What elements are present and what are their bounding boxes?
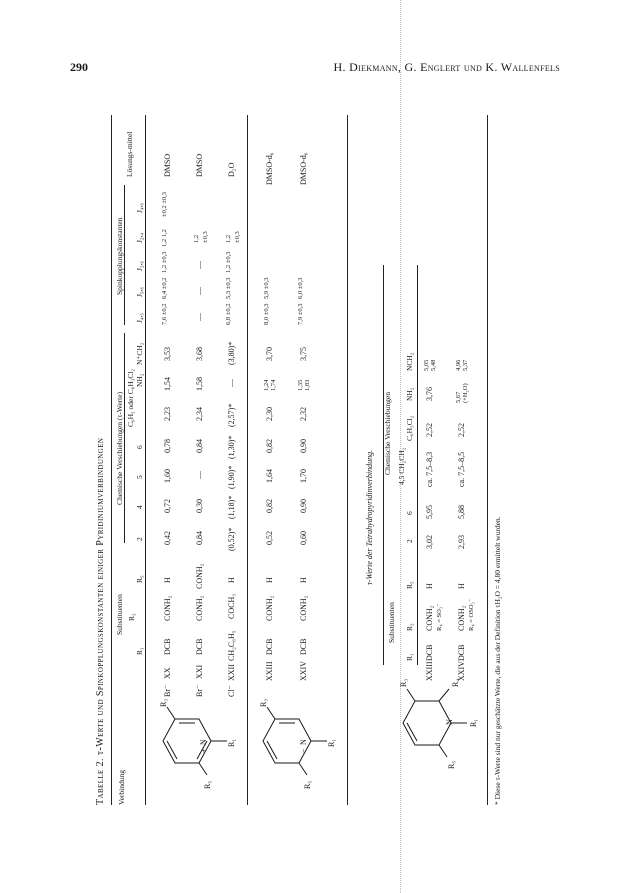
- sub-col-r3: R₃: [405, 623, 414, 631]
- rule-group1: [247, 115, 248, 805]
- struct2-r1-label: R₁: [327, 738, 336, 747]
- rule-group2: [347, 115, 348, 805]
- col-p5: 5: [135, 475, 144, 479]
- col-p6: 6: [135, 445, 144, 449]
- rule-bottom: [487, 115, 488, 805]
- struct-plus: +: [199, 748, 208, 753]
- struct2-r5-label: R₅: [303, 780, 312, 789]
- col-spin: Spinkopplungskonstanten: [115, 217, 124, 295]
- struct-r3-label: R₃: [159, 698, 168, 707]
- page-header: [70, 60, 560, 80]
- tetra-r4-label: R₄: [451, 678, 460, 687]
- anion-1: Br⁻: [163, 684, 172, 697]
- sub-col-ch2: 4,5 CH₂CH₂: [397, 447, 406, 485]
- rule-top: [111, 115, 112, 805]
- col-chem-shift: Chemische Verschiebungen (τ-Werte): [115, 391, 124, 505]
- col-j26: J₂,₆: [135, 260, 144, 271]
- col-j46: J₄,₆: [135, 202, 144, 213]
- col-p2: 2: [135, 537, 144, 541]
- sub-col-substituenten: Substituenten: [387, 602, 396, 643]
- col-r5: R₅: [135, 575, 144, 583]
- col-j45: J₄,₅: [135, 312, 144, 323]
- col-nh2: NH₂: [135, 373, 144, 387]
- tetra-r1-label: R₁: [469, 718, 478, 727]
- rotated-table: Tabelle 2. τ-Werte und Spinkopplungskonstanten einiger Pyridiniumverbindungen Verbindung Substituenten R₁ R₃ R₅ Chemische Verschiebungen (τ-Werte) 2 4 5 6 C₆H₅ oder C₆H₃Cl₂ NH₂ N⁺CH₂ Spinkopplungskonstanten J₄,₅ J₅,₆ J₂,₆ J₂,₄ J₄,₆ Lösungs-mittel R₃ R₅ R₁ + N Br⁻ Br⁻ Cl⁻ XX DCB CONH₂ H 0,42 0,72 1,60 0,78 2,23 1,54 3,53 7,6 ±0,2 6,4 ±0,2 1,2 ±0,3 1,2 1,2 ±0,2 ±0,3 DMSO XXI DCB CONH₂ CONH₂ 0,84 0,30 — 0,84 2,34 1,58 3,68 — — — 1,2 ±0,3 DMSO XXII CH₂C₆H₅ COCH₃ H (0,52)* (1,18)* (1,90)* (1,30)* (2,57)* — (3,80)* 6,8 ±0,2 5,3 ±0,3 1,2 ±0,3 1,2 ±0,3 D₂O R₃ R₅ R₁ − N XXIII DCB CONH₂ H 0,52 0,82 1,64 0,82 2,30 1,24 1,74 3,70 8,0 ±0,3 5,9 ±0,3 DMSO-d₆ XXIV DCB CONH₂ H 0,60 0,90 1,70 0,90 2,32 1,35 1,83 3,75 7,9 ±0,3 6,0 ±0,3 DMSO-d₆ τ-Werte der Tetrahydropyridinverbindung. Substituenten R₁ R₃ R₅ Chemische Verschiebungen 2 6 4,5 CH₂CH₂ C₆H₃Cl₂ NH₂ NCH₂ R₃ R₅ R₁ R₄ N XXIII DCB CONH₂ R₄ = SO₃⁻ H 3,02 5,95 ca. 7,5–8,3 2,52 3,76 5,05 5,48 XXIV DCB CONH₂ R₄ = OSO₃⁻ H 2,93 5,88 ca. 7,5–8,5 2,52 5,67 (+H₂O) 4,96 5,37 * Diese τ-Werte sind nur geschätzte Werte, die aus der Definition τH₂O = 4,80 ermittelt wurden.: [95, 115, 535, 805]
- rule-spin: [124, 185, 125, 325]
- table-caption: Tabelle 2. τ-Werte und Spinkopplungskonstanten einiger Pyridiniumverbindungen: [95, 437, 106, 805]
- col-r1: R₁: [135, 647, 144, 655]
- col-ch: C₆H₅ oder C₆H₃Cl₂: [126, 368, 135, 427]
- sub-col-nch2: NCH₂: [405, 352, 414, 371]
- col-substituenten: Substituenten: [115, 594, 124, 635]
- tetra-n: N: [445, 719, 454, 725]
- struct-r1-label: R₁: [227, 738, 236, 747]
- struct2-r3-label: R₃: [259, 698, 268, 707]
- sub-col-r1: R₁: [405, 653, 414, 661]
- anion-2: Br⁻: [195, 684, 204, 697]
- rule-sub-header: [417, 265, 418, 665]
- subtable-caption: τ-Werte der Tetrahydropyridinverbindung.: [365, 449, 374, 585]
- running-authors: H. Diekmann, G. Englert und K. Wallenfels: [333, 60, 560, 74]
- sub-col-r5: R₅: [405, 581, 414, 589]
- col-solvent: Lösungs-mittel: [125, 131, 134, 177]
- rule-chem: [124, 333, 125, 543]
- sub-col-arom: C₆H₃Cl₂: [405, 415, 414, 441]
- struct-r5-label: R₅: [203, 780, 212, 789]
- col-p4: 4: [135, 505, 144, 509]
- col-j56: J₅,₆: [135, 286, 144, 297]
- struct2-minus: −: [299, 748, 308, 753]
- col-r3: R₃: [127, 613, 136, 621]
- tetra-r3-label: R₃: [399, 678, 408, 687]
- sub-col-p2: 2: [405, 539, 414, 543]
- col-j24: J₂,₄: [135, 232, 144, 243]
- rule-header-bottom: [145, 115, 146, 805]
- table-footnote: * Diese τ-Werte sind nur geschätzte Werte, die aus der Definition τH₂O = 4,80 ermittelt wurden.: [493, 516, 502, 805]
- struct2-n: N: [299, 739, 308, 745]
- col-nch2: N⁺CH₂: [135, 342, 144, 365]
- sub-col-p6: 6: [405, 511, 414, 515]
- sub-col-chem: Chemische Verschiebungen: [383, 392, 392, 475]
- sub-col-nh2: NH₂: [405, 387, 414, 401]
- struct-n: N: [199, 739, 208, 745]
- tetrahydropyridine-structure: [391, 675, 493, 785]
- tetra-r5-label: R₅: [447, 760, 456, 769]
- anion-3: Cl⁻: [227, 685, 236, 697]
- page-number: 290: [70, 60, 88, 74]
- col-verbindung: Verbindung: [117, 770, 126, 805]
